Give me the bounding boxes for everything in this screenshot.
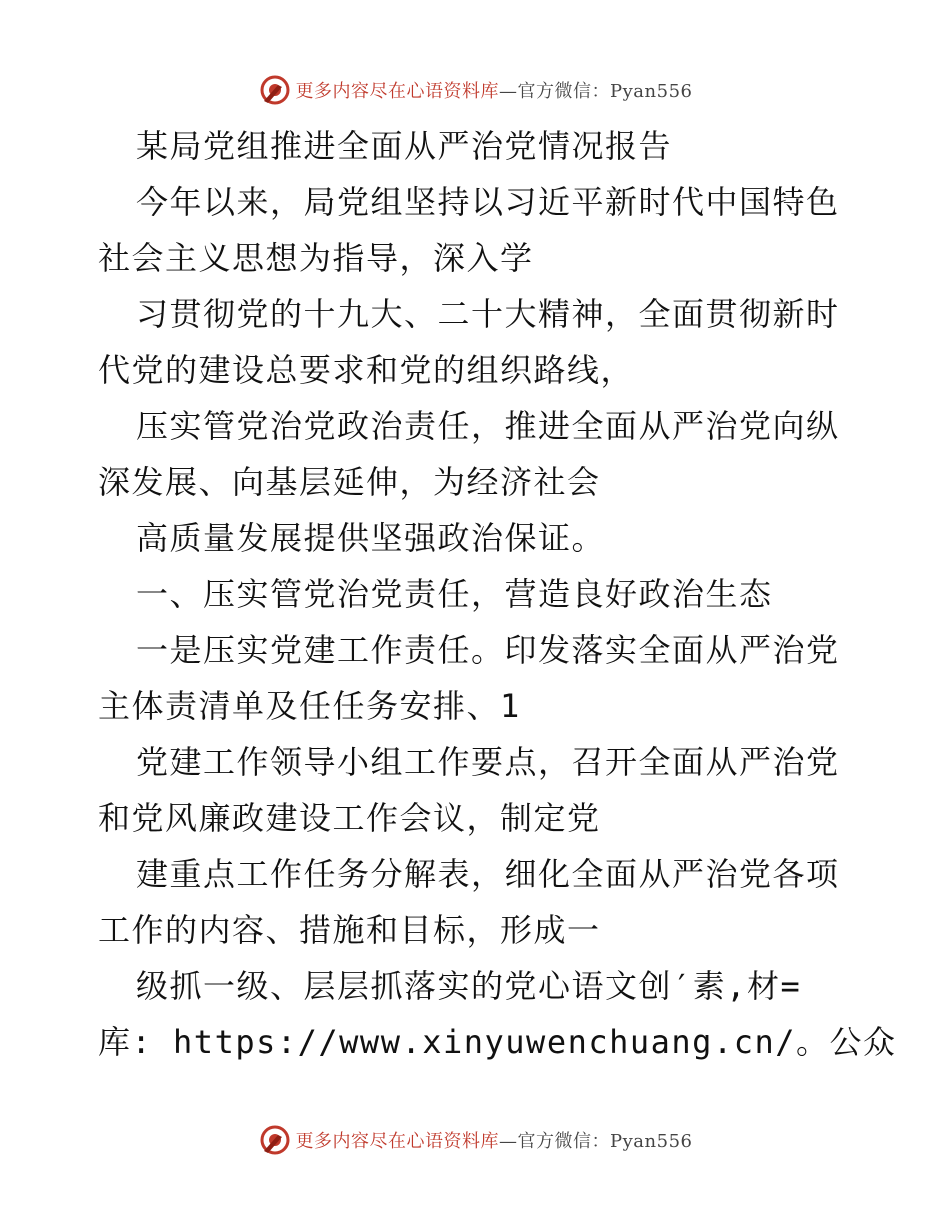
paragraph-line: 高质量发展提供坚强政治保证。 [136, 519, 606, 557]
paragraph-line: 建重点工作任务分解表，细化全面从严治党各项 [136, 855, 840, 893]
brand-logo-icon [258, 73, 292, 107]
watermark-text: 更多内容尽在心语资料库—官方微信：Pyan556 [295, 81, 693, 102]
paragraph-line: 今年以来，局党组坚持以习近平新时代中国特色 [136, 183, 840, 221]
paragraph-line: 一是压实党建工作责任。印发落实全面从严治党 [136, 631, 840, 669]
paragraph-line: 工作的内容、措施和目标，形成一 [98, 911, 601, 949]
paragraph-line: 深发展、向基层延伸，为经济社会 [98, 463, 601, 501]
watermark-text: 更多内容尽在心语资料库—官方微信：Pyan556 [295, 1131, 693, 1152]
section-heading: 一、压实管党治党责任，营造良好政治生态 [136, 575, 773, 613]
paragraph-line: 习贯彻党的十九大、二十大精神，全面贯彻新时 [136, 295, 840, 333]
paragraph-line: 主体责清单及任任务安排、1 [98, 687, 521, 725]
paragraph-line: 库: https://www.xinyuwenchuang.cn/。公众 [98, 1023, 897, 1061]
watermark-banner-top [0, 70, 950, 110]
paragraph-line: 党建工作领导小组工作要点，召开全面从严治党 [136, 743, 840, 781]
paragraph-line: 代党的建设总要求和党的组织路线， [98, 351, 635, 389]
paragraph-line: 压实管党治党政治责任，推进全面从严治党向纵 [136, 407, 840, 445]
watermark-banner-bottom [0, 1120, 950, 1160]
document-body [98, 118, 897, 1070]
paragraph-line: 级抓一级、层层抓落实的党心语文创′素,材= [136, 967, 802, 1005]
paragraph-line: 和党风廉政建设工作会议，制定党 [98, 799, 601, 837]
paragraph-line: 社会主义思想为指导，深入学 [98, 239, 534, 277]
brand-logo-icon [258, 1123, 292, 1157]
document-title: 某局党组推进全面从严治党情况报告 [136, 127, 673, 165]
